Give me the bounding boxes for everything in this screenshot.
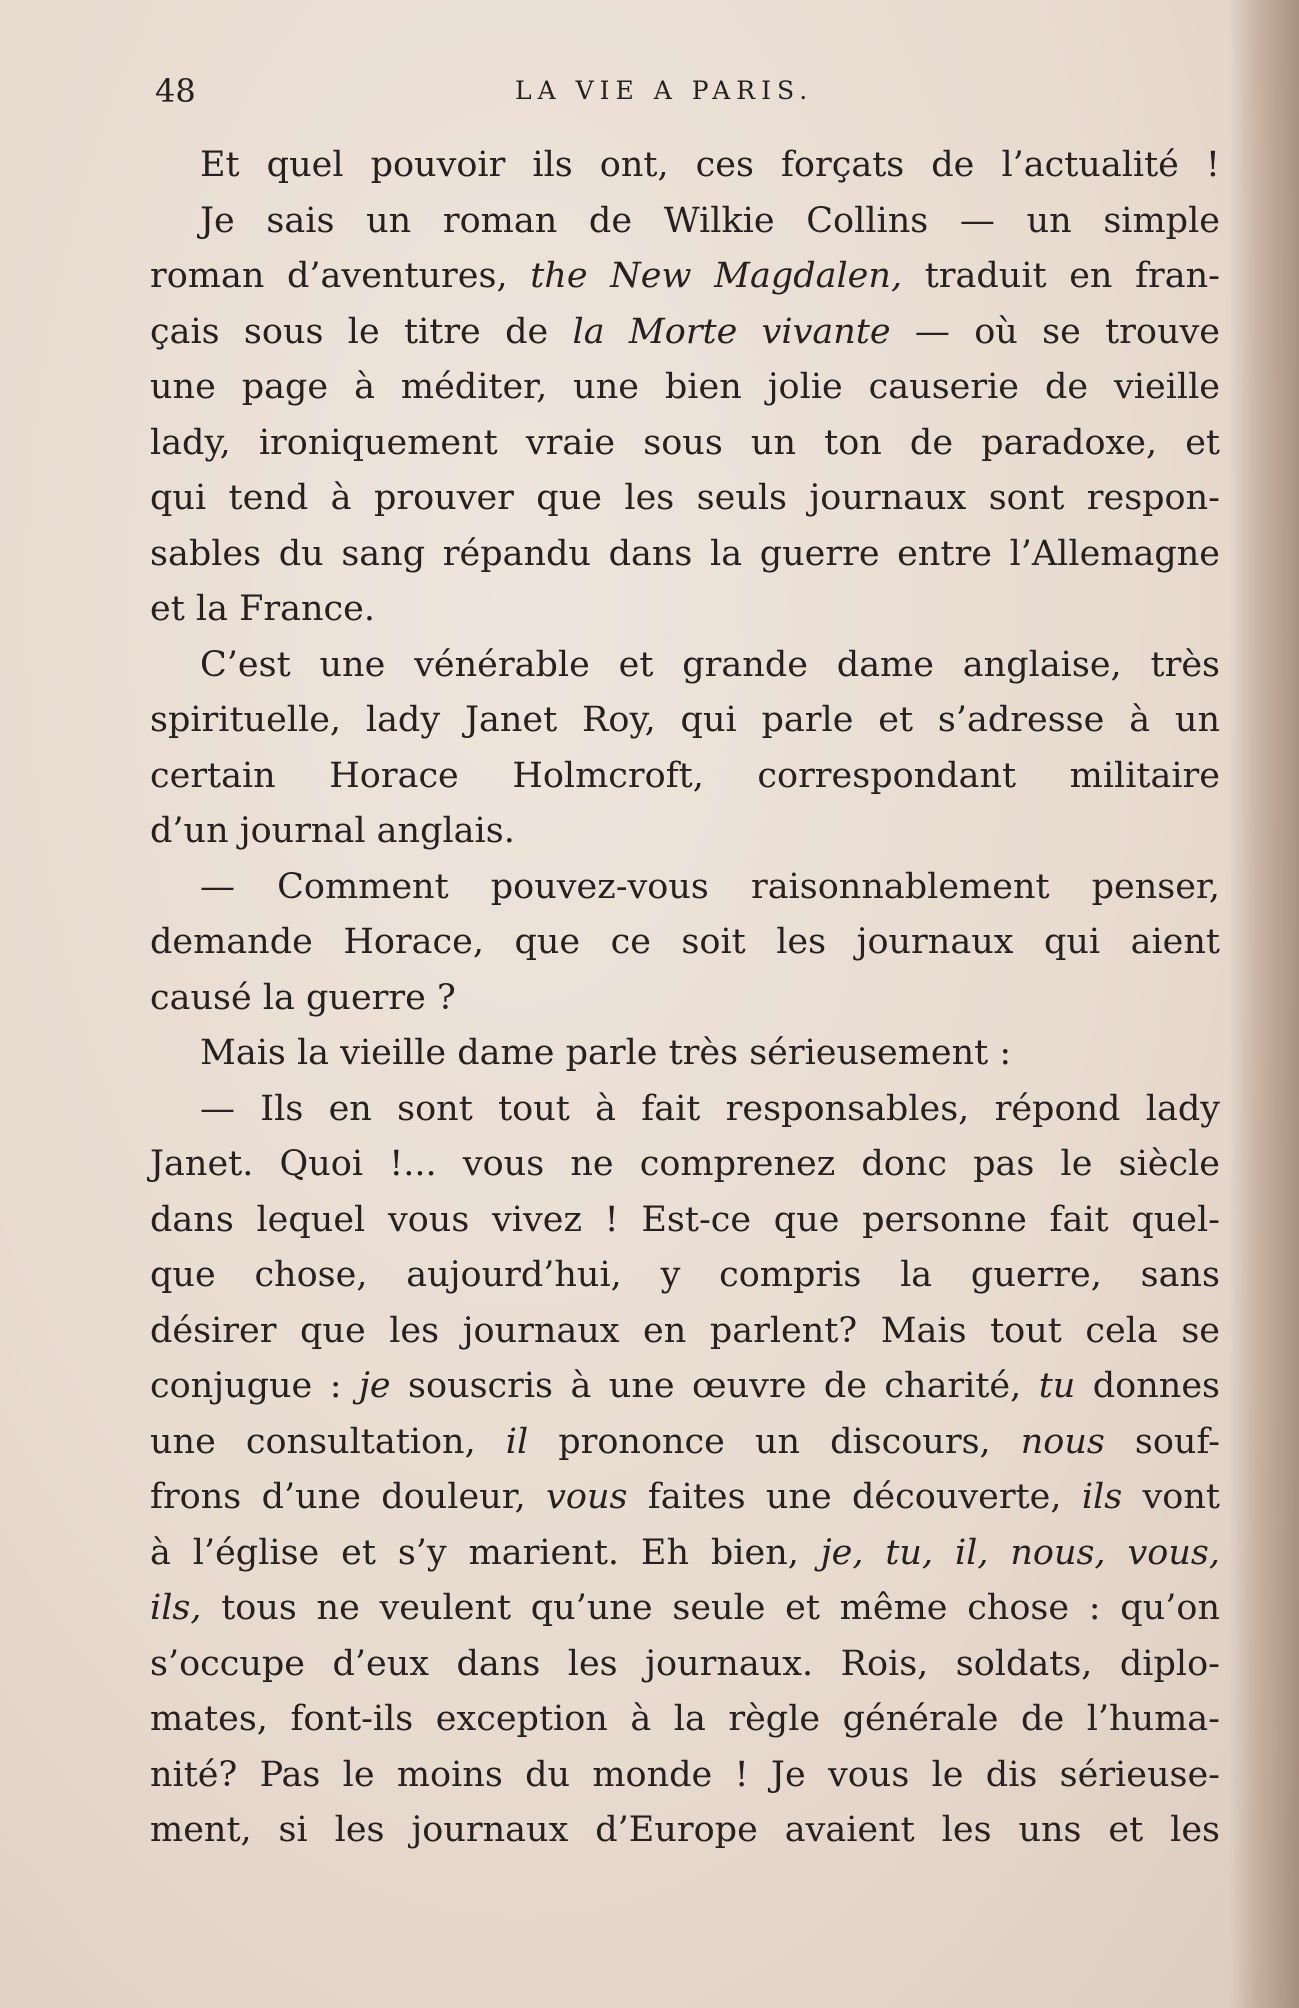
text-line: C’est une vénérable et grande dame anglaise, très: [200, 644, 1220, 685]
text-line: ils, tous ne veulent qu’une seule et même chose : qu’on: [150, 1588, 1220, 1628]
text-line: conjugue : je souscris à une œuvre de charité, tu donnes: [150, 1366, 1221, 1406]
text-line: certain Horace Holmcroft, correspondant militaire: [150, 755, 1220, 796]
text-line: que chose, aujourd’hui, y compris la guerre, sans: [150, 1255, 1220, 1295]
body-text: [150, 138, 1220, 1859]
text-line: d’un journal anglais.: [150, 811, 515, 851]
text-line: — Comment pouvez-vous raisonnablement penser,: [200, 866, 1220, 907]
running-title: LA VIE A PARIS.: [515, 76, 814, 105]
text-line: roman d’aventures, the New Magdalen, traduit en fran-: [150, 256, 1221, 296]
text-line: causé la guerre ?: [150, 977, 456, 1018]
text-line: une page à méditer, une bien jolie causerie de vieille: [150, 367, 1220, 407]
text-line: Janet. Quoi !... vous ne comprenez donc pas le siècle: [150, 1144, 1220, 1184]
text-line: à l’église et s’y marient. Eh bien, je, tu, il, nous, vous,: [150, 1532, 1220, 1573]
text-line: çais sous le titre de la Morte vivante — où se trouve: [150, 311, 1220, 352]
book-title-italic: la Morte vivante: [572, 311, 891, 352]
text-line: Mais la vieille dame parle très sérieusement :: [200, 1033, 1012, 1073]
text-line: — Ils en sont tout à fait responsables, répond lady: [200, 1088, 1220, 1129]
text-line: lady, ironiquement vraie sous un ton de paradoxe, et: [150, 422, 1220, 463]
text-line: qui tend à prouver que les seuls journaux sont respon-: [150, 478, 1220, 518]
text-line: spirituelle, lady Janet Roy, qui parle et s’adresse à un: [150, 700, 1220, 740]
text-line: nité? Pas le moins du monde ! Je vous le dis sérieuse-: [150, 1754, 1220, 1795]
text-line: Et quel pouvoir ils ont, ces forçats de l’actualité !: [200, 145, 1220, 185]
book-title-italic: the New Magdalen,: [530, 256, 903, 296]
page-edge-shadow: [1229, 0, 1299, 2008]
text-line: une consultation, il prononce un discours, nous souf-: [150, 1421, 1221, 1462]
text-line: ment, si les journaux d’Europe avaient les uns et les: [150, 1810, 1220, 1850]
text-line: désirer que les journaux en parlent? Mais tout cela se: [150, 1310, 1220, 1351]
text-line: sables du sang répandu dans la guerre entre l’Allemagne: [150, 533, 1220, 574]
text-line: mates, font-ils exception à la règle générale de l’huma-: [150, 1699, 1220, 1739]
text-line: Je sais un roman de Wilkie Collins — un simple: [200, 200, 1220, 241]
text-line: demande Horace, que ce soit les journaux qui aient: [150, 922, 1220, 962]
text-line: s’occupe d’eux dans les journaux. Rois, soldats, diplo-: [150, 1643, 1220, 1684]
page-header: [155, 72, 1225, 112]
text-line: frons d’une douleur, vous faites une découverte, ils vont: [150, 1477, 1220, 1517]
text-line: dans lequel vous vivez ! Est-ce que personne fait quel-: [150, 1199, 1220, 1240]
text-line: et la France.: [150, 589, 375, 629]
page-number: 48: [155, 72, 196, 110]
